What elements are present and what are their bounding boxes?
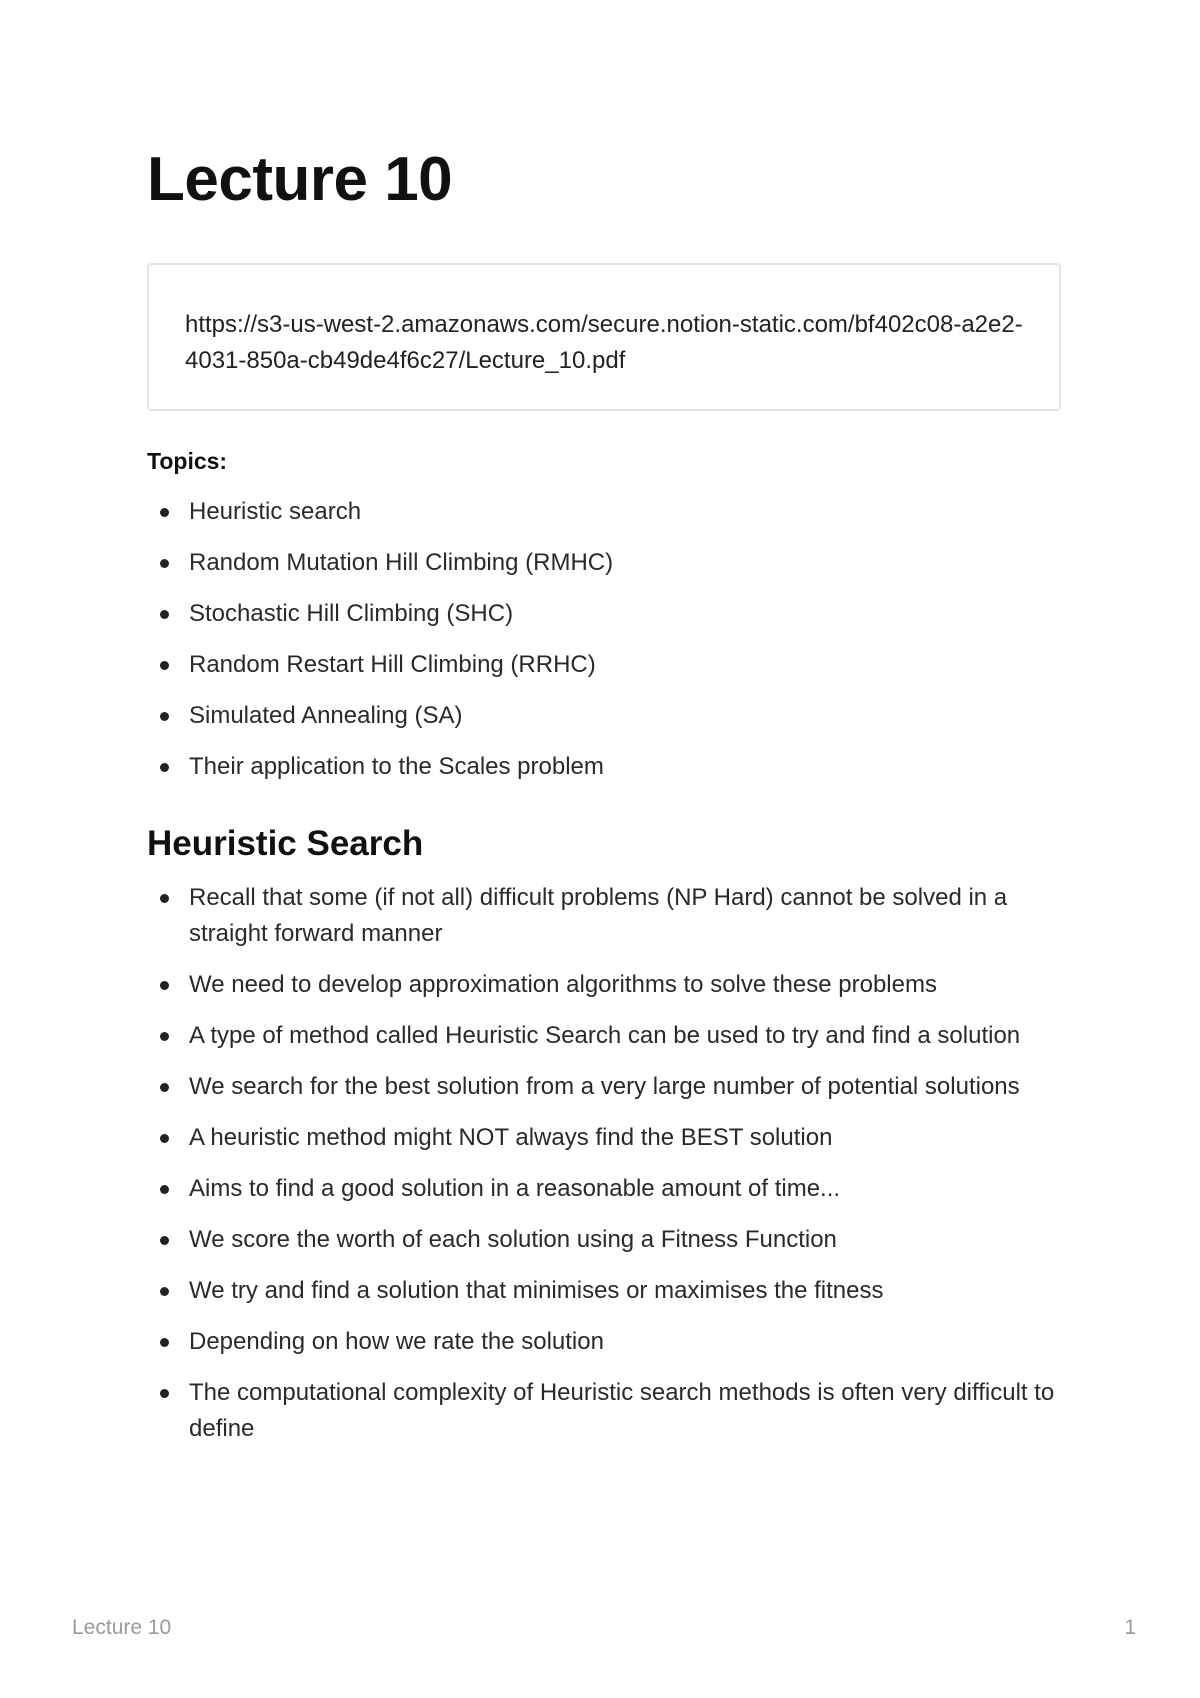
list-item-text: Heuristic search bbox=[189, 498, 362, 525]
section-heading-heuristic-search: Heuristic Search bbox=[147, 824, 424, 863]
list-item-text: Stochastic Hill Climbing (SHC) bbox=[189, 600, 514, 627]
bullet-icon bbox=[160, 1389, 169, 1398]
list-item-text: We try and find a solution that minimises or maximises the fitness bbox=[189, 1277, 884, 1304]
list-item bbox=[147, 494, 1063, 530]
bullet-icon bbox=[160, 1032, 169, 1041]
bullet-icon bbox=[160, 894, 169, 903]
bullet-icon bbox=[160, 1236, 169, 1245]
bullet-icon bbox=[160, 1185, 169, 1194]
list-item-text: We need to develop approximation algorithms to solve these problems bbox=[189, 971, 937, 998]
list-item-text: Random Restart Hill Climbing (RRHC) bbox=[189, 651, 596, 678]
list-item-text: We score the worth of each solution using a Fitness Function bbox=[189, 1226, 837, 1253]
pdf-link-block[interactable] bbox=[147, 263, 1061, 411]
bullet-icon bbox=[160, 661, 169, 670]
bullet-icon bbox=[160, 508, 169, 517]
list-item bbox=[147, 1375, 1063, 1447]
list-item bbox=[147, 596, 1063, 632]
list-item bbox=[147, 545, 1063, 581]
list-item bbox=[147, 1069, 1063, 1105]
list-item-text: Recall that some (if not all) difficult problems (NP Hard) cannot be solved in a straight forward manner bbox=[189, 884, 1008, 947]
list-item bbox=[147, 1324, 1063, 1360]
list-item-text: We search for the best solution from a very large number of potential solutions bbox=[189, 1073, 1020, 1100]
bullet-icon bbox=[160, 559, 169, 568]
bullet-icon bbox=[160, 1134, 169, 1143]
bullet-icon bbox=[160, 1338, 169, 1347]
bullet-icon bbox=[160, 1083, 169, 1092]
page-title: Lecture 10 bbox=[147, 145, 453, 214]
bullet-icon bbox=[160, 712, 169, 721]
list-item-text: The computational complexity of Heuristic search methods is often very difficult to define bbox=[189, 1379, 1055, 1442]
footer-document-title: Lecture 10 bbox=[72, 1616, 172, 1639]
heuristic-search-list bbox=[147, 880, 1063, 1462]
list-item bbox=[147, 1171, 1063, 1207]
list-item bbox=[147, 647, 1063, 683]
list-item bbox=[147, 749, 1063, 785]
bullet-icon bbox=[160, 1287, 169, 1296]
list-item bbox=[147, 1273, 1063, 1309]
list-item bbox=[147, 967, 1063, 1003]
list-item bbox=[147, 880, 1063, 952]
list-item bbox=[147, 1222, 1063, 1258]
list-item-text: Random Mutation Hill Climbing (RMHC) bbox=[189, 549, 614, 576]
list-item bbox=[147, 1018, 1063, 1054]
footer-page-number: 1 bbox=[1124, 1616, 1136, 1639]
bullet-icon bbox=[160, 981, 169, 990]
bullet-icon bbox=[160, 610, 169, 619]
list-item-text: Aims to find a good solution in a reasonable amount of time... bbox=[189, 1175, 841, 1202]
list-item-text: A type of method called Heuristic Search can be used to try and find a solution bbox=[189, 1022, 1021, 1049]
pdf-link-url[interactable]: https://s3-us-west-2.amazonaws.com/secure.notion-static.com/bf402c08-a2e2-4031-850a-cb49de4f6c27/Lecture_10.pdf bbox=[185, 311, 1023, 374]
list-item-text: Simulated Annealing (SA) bbox=[189, 702, 463, 729]
topics-list bbox=[147, 494, 1063, 800]
list-item-text: Their application to the Scales problem bbox=[189, 753, 604, 780]
list-item-text: Depending on how we rate the solution bbox=[189, 1328, 604, 1355]
topics-label: Topics: bbox=[147, 448, 228, 474]
list-item bbox=[147, 1120, 1063, 1156]
list-item-text: A heuristic method might NOT always find the BEST solution bbox=[189, 1124, 833, 1151]
bullet-icon bbox=[160, 763, 169, 772]
list-item bbox=[147, 698, 1063, 734]
